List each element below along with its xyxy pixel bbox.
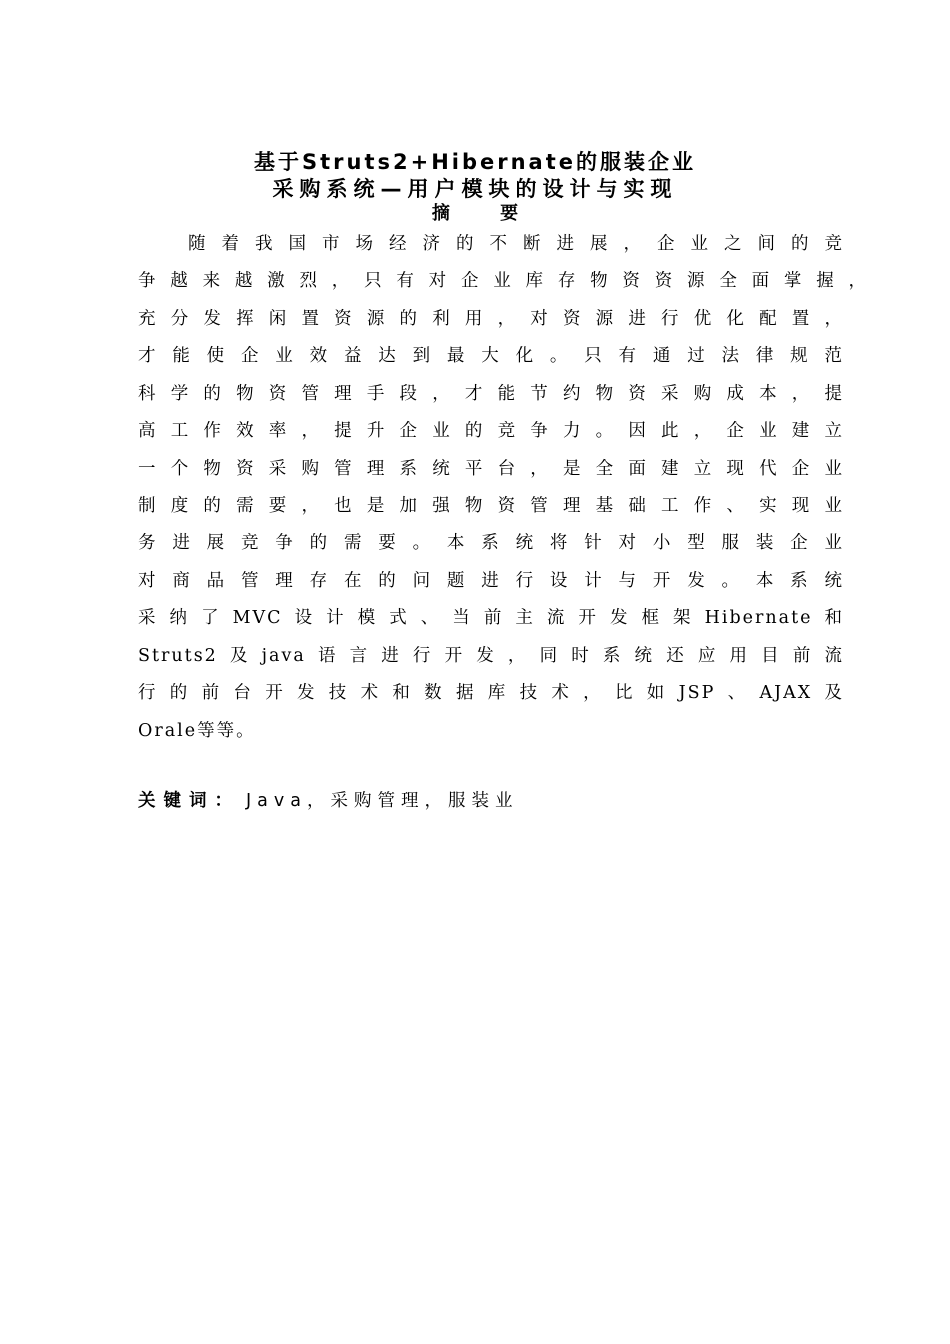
abstract-line: 对商品管理存在的问题进行设计与开发。本系统 [138,571,844,591]
title-line-2: 采购系统—用户模块的设计与实现 [272,177,678,201]
abstract-heading: 摘 要 [431,203,541,224]
abstract-line: 才能使企业效益达到最大化。只有通过法律规范 [138,346,844,366]
abstract-line: 制度的需要，也是加强物资管理基础工作、实现业 [138,496,844,516]
abstract-line: 务进展竞争的需要。本系统将针对小型服装企业 [138,533,844,553]
abstract-line: 高工作效率，提升企业的竞争力。因此，企业建立 [138,421,844,441]
abstract-line: 科学的物资管理手段，才能节约物资采购成本，提 [138,384,844,404]
abstract-line: 采纳了MVC设计模式、当前主流开发框架Hibernate和 [138,608,844,628]
abstract-line: 一个物资采购管理系统平台，是全面建立现代企业 [138,459,844,479]
abstract-line: 争越来越激烈，只有对企业库存物资资源全面掌握， [138,271,868,291]
title-line-1: 基于Struts2+Hibernate的服装企业 [253,150,697,174]
keywords [138,786,518,815]
keywords-value: Java，采购管理，服装业 [246,791,519,811]
abstract-line: Struts2及java语言进行开发，同时系统还应用目前流 [138,646,844,666]
abstract-line: Orale等等。 [138,721,256,741]
abstract-line: 行的前台开发技术和数据库技术，比如JSP、AJAX及 [138,683,844,703]
abstract-line: 随着我国市场经济的不断进展，企业之间的竞 [188,234,844,254]
abstract-line: 充分发挥闲置资源的利用，对资源进行优化配置， [138,309,844,329]
keywords-label: 关键词： [138,791,240,811]
